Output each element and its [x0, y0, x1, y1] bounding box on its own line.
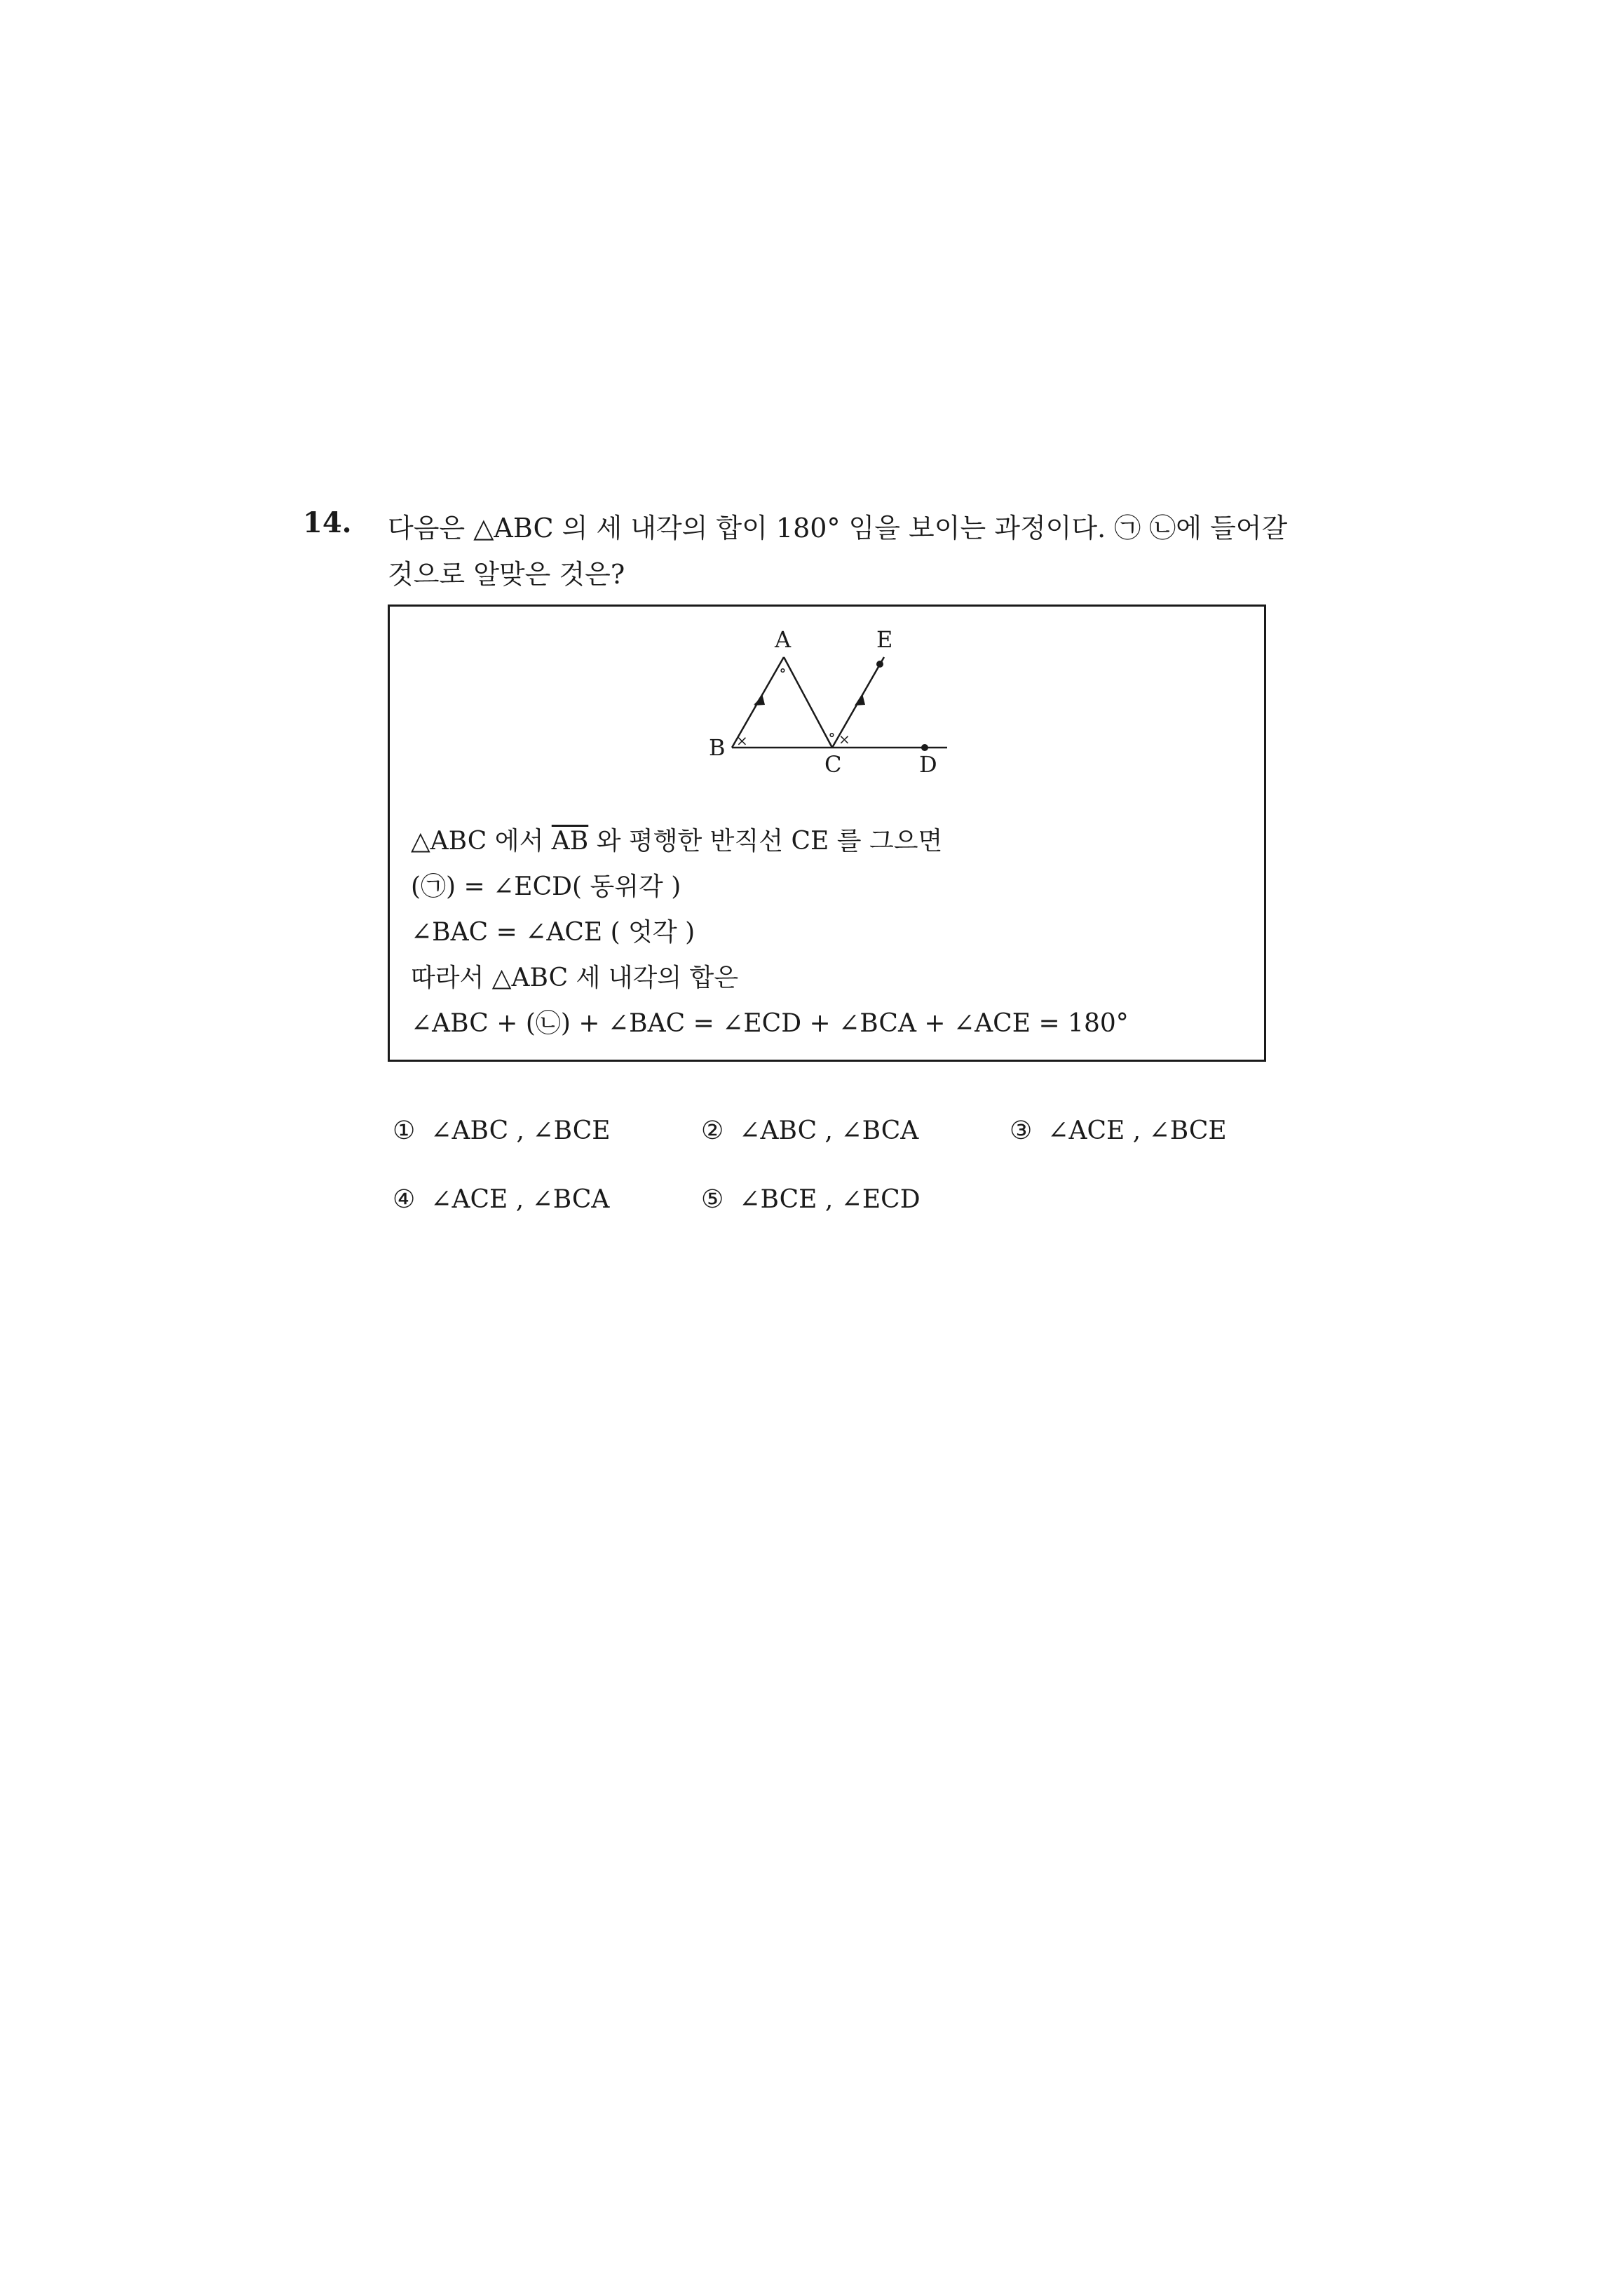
choice-row-2	[393, 1185, 1304, 1254]
question-text	[388, 505, 1341, 597]
arrow-ce-tip	[855, 694, 865, 705]
choice-4[interactable]	[393, 1185, 609, 1214]
choice-row-1	[393, 1116, 1304, 1185]
label-b: B	[709, 734, 726, 761]
proof-line-2: (㉠) = ∠ECD( 동위각 )	[411, 872, 681, 901]
choice-2-text: ∠ABC , ∠BCA	[739, 1116, 919, 1145]
choice-5[interactable]	[701, 1185, 921, 1214]
angle-mark-a: ∘	[779, 662, 787, 680]
proof-line-4: 따라서 △ABC 세 내각의 합은	[411, 964, 739, 992]
point-d-dot	[921, 744, 928, 751]
label-e: E	[876, 626, 893, 653]
proof-line-1-post: 와 평행한 반직선 CE 를 그으면	[588, 827, 943, 856]
angle-mark-c-o: ∘	[828, 727, 836, 744]
choice-3-text: ∠ACE , ∠BCE	[1047, 1116, 1227, 1145]
triangle-figure	[390, 607, 1264, 789]
answer-choices	[393, 1116, 1304, 1254]
point-e-dot	[876, 661, 883, 668]
label-d: D	[919, 751, 937, 778]
choice-4-number: ④	[393, 1185, 416, 1214]
proof-line-3: ∠BAC = ∠ACE ( 엇각 )	[411, 918, 695, 947]
choice-1-text: ∠ABC , ∠BCE	[430, 1116, 611, 1145]
proof-box	[388, 605, 1266, 1062]
question-line-2: 것으로 알맞은 것은?	[388, 559, 625, 590]
side-ac	[784, 657, 832, 748]
choice-3-number: ③	[1010, 1116, 1033, 1145]
label-a: A	[775, 626, 792, 653]
question-line-1: 다음은 △ABC 의 세 내각의 합이 180° 임을 보이는 과정이다. ㉠ ㉡에 들어갈	[388, 513, 1288, 543]
choice-2-number: ②	[701, 1116, 724, 1145]
angle-mark-c-x: ×	[838, 731, 850, 748]
segment-ab: $\overline{AB}$	[551, 827, 589, 856]
choice-4-text: ∠ACE , ∠BCA	[430, 1185, 610, 1214]
choice-1[interactable]	[393, 1116, 611, 1145]
proof-line-5: ∠ABC + (㉡) + ∠BAC = ∠ECD + ∠BCA + ∠ACE = 180°	[411, 1009, 1129, 1038]
choice-2[interactable]	[701, 1116, 918, 1145]
arrow-ab-tip	[754, 694, 765, 705]
question-number: 14.	[303, 506, 352, 539]
angle-mark-b: ×	[736, 732, 748, 749]
proof-line-1-pre: △ABC 에서	[411, 827, 552, 856]
choice-5-number: ⑤	[701, 1185, 724, 1214]
label-c: C	[824, 751, 842, 778]
choice-3[interactable]	[1010, 1116, 1227, 1145]
proof-text	[411, 818, 1252, 1046]
proof-line-1	[411, 818, 1252, 864]
choice-5-text: ∠BCE , ∠ECD	[739, 1185, 921, 1214]
choice-1-number: ①	[393, 1116, 416, 1145]
